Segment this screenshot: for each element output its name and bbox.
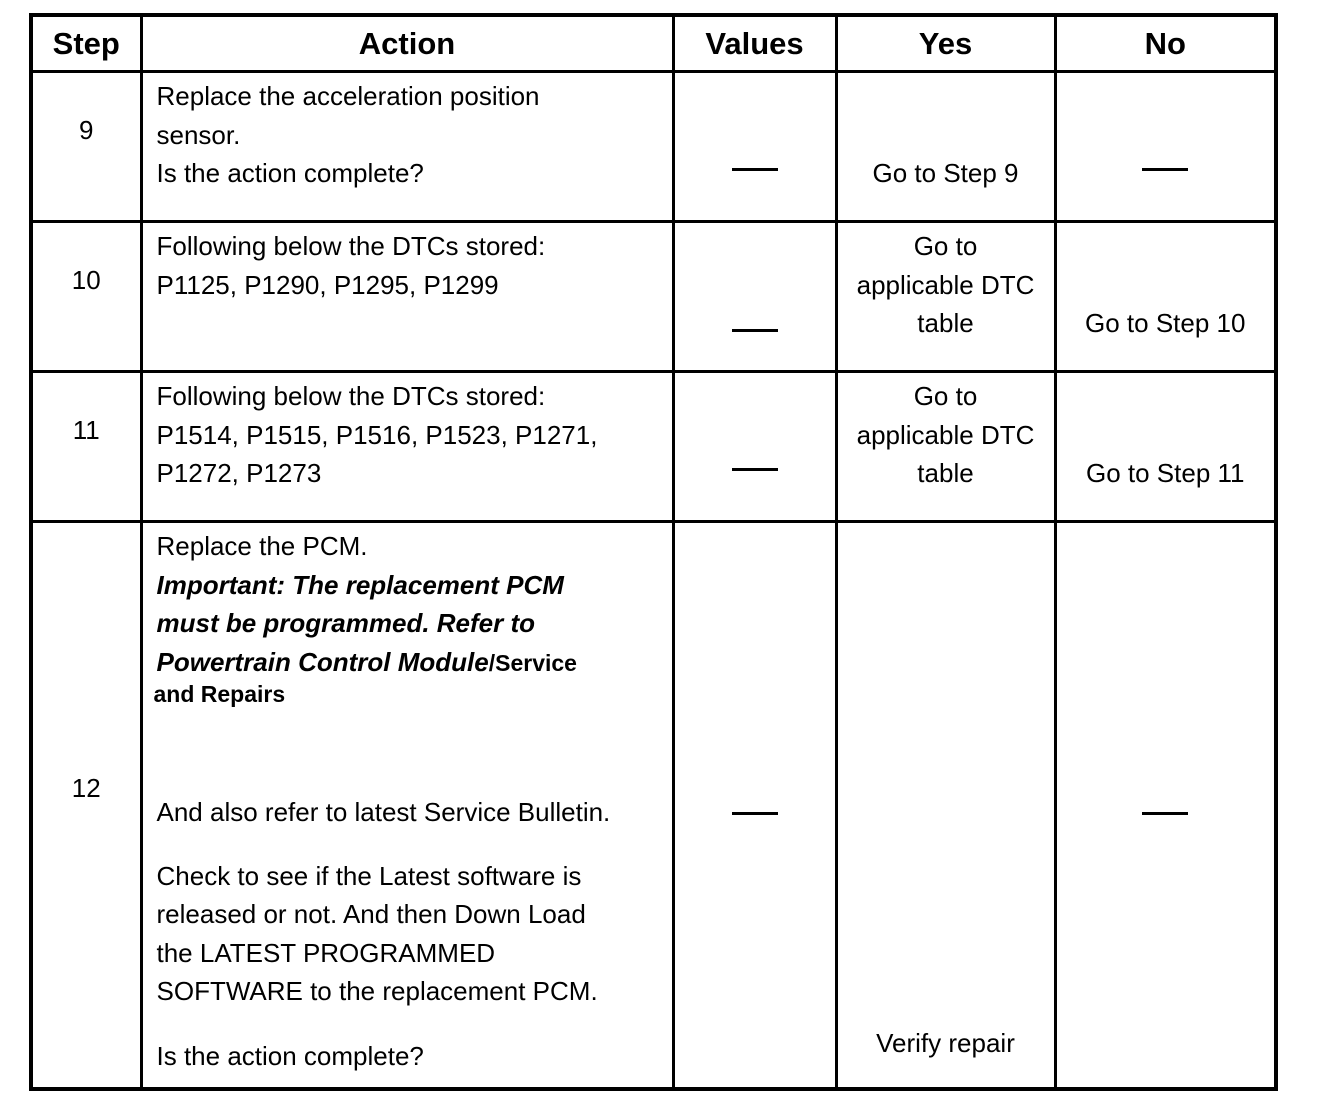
important-note-line: must be programmed. Refer to [156,608,536,638]
table-row [31,522,1276,1090]
no-result: Go to Step 11 [1085,458,1245,488]
no-cell [1055,72,1276,222]
action-line: Is the action complete? [156,1040,424,1071]
yes-cell [836,372,1055,522]
action-line: P1514, P1515, P1516, P1523, P1271, [156,419,598,450]
action-line: Replace the PCM. [156,531,368,561]
yes-line: Go to [913,231,978,261]
action-line: P1125, P1290, P1295, P1299 [156,269,499,300]
service-reference: and Repairs [153,681,286,707]
step-number: 9 [79,115,94,145]
dash-mark [732,329,778,332]
step-cell [31,72,141,222]
yes-cell [836,522,1055,1090]
action-cell [141,72,673,222]
dash-mark [1142,812,1188,815]
yes-result: Go to Step 9 [872,158,1019,188]
yes-line: table [917,308,974,338]
values-cell [673,72,836,222]
no-cell [1055,222,1276,372]
header-yes: Yes [836,15,1055,72]
important-note-line: Powertrain Control Module [156,646,489,677]
header-row [31,15,1276,72]
no-result: Go to Step 10 [1085,308,1246,338]
action-line: Following below the DTCs stored: [156,381,546,411]
action-line: P1272, P1273 [156,458,322,488]
header-step: Step [31,15,141,72]
action-cell [141,222,673,372]
header-values: Values [673,15,836,72]
yes-line: table [917,458,974,488]
table-row [31,222,1276,372]
values-cell [673,522,836,1090]
no-cell [1055,372,1276,522]
yes-result: Verify repair [876,1028,1015,1058]
diagnostic-table [29,13,1278,1091]
action-line: SOFTWARE to the replacement PCM. [156,976,598,1006]
action-line: Check to see if the Latest software is [156,860,582,891]
dash-mark [732,168,778,171]
values-cell [673,222,836,372]
step-number: 11 [72,415,100,445]
action-line: the LATEST PROGRAMMED [156,937,496,968]
dash-mark [1142,168,1188,171]
step-cell [31,372,141,522]
values-cell [673,372,836,522]
action-line: released or not. And then Down Load [156,899,586,929]
action-cell [141,522,673,1090]
yes-line: applicable DTC [856,269,1035,300]
no-cell [1055,522,1276,1090]
header-no: No [1055,15,1276,72]
yes-cell [836,72,1055,222]
header-action: Action [141,15,673,72]
step-cell [31,222,141,372]
dash-mark [732,468,778,471]
service-reference: /Service [488,649,577,676]
table-row [31,372,1276,522]
step-number: 12 [71,773,101,803]
yes-cell [836,222,1055,372]
step-number: 10 [71,265,101,295]
action-line: And also refer to latest Service Bulletin. [156,797,611,827]
action-line: Following below the DTCs stored: [156,231,546,261]
dash-mark [732,812,778,815]
action-line: Is the action complete? [156,158,424,188]
yes-line: Go to [913,381,978,411]
step-cell [31,522,141,1090]
action-cell [141,372,673,522]
yes-line: applicable DTC [856,419,1035,450]
action-line: Replace the acceleration position [156,81,540,111]
action-line: sensor. [156,119,241,150]
table-row [31,72,1276,222]
important-note-line: Important: The replacement PCM [156,569,564,600]
